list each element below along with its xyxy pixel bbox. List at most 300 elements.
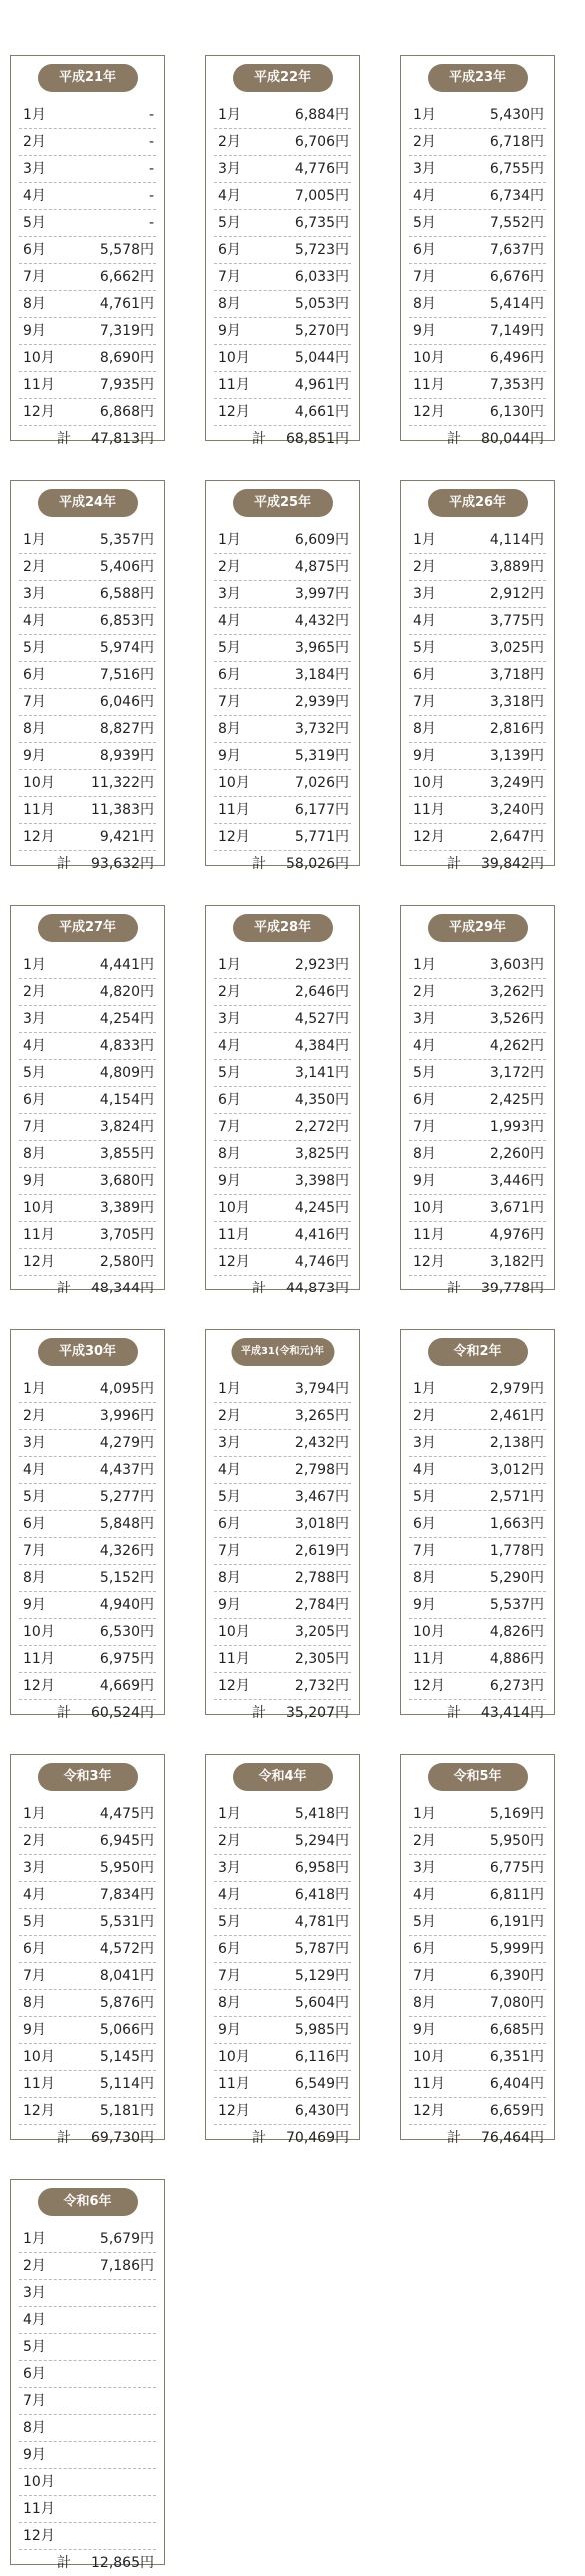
total-row	[214, 1276, 351, 1301]
month-label: 3月	[23, 1435, 46, 1451]
total-row	[409, 426, 546, 452]
month-row	[214, 1828, 351, 1855]
month-row	[214, 183, 351, 210]
month-amount: 4,940円	[99, 1597, 154, 1613]
month-label: 5月	[23, 640, 46, 656]
month-label: 12月	[23, 2528, 55, 2544]
month-label: 11月	[218, 1651, 250, 1667]
month-row	[19, 1963, 156, 1990]
month-row	[409, 2071, 546, 2098]
month-row	[19, 1249, 156, 1276]
month-amount: 7,353円	[489, 377, 544, 393]
month-label: 3月	[23, 1011, 46, 1027]
month-label: 4月	[23, 1038, 46, 1054]
month-row	[19, 1646, 156, 1673]
month-label: 3月	[23, 161, 46, 177]
month-amount: 1,778円	[489, 1543, 544, 1559]
month-rows	[214, 1801, 351, 2151]
month-amount: 8,827円	[99, 721, 154, 737]
month-row	[19, 797, 156, 824]
month-amount: 6,975円	[99, 1651, 154, 1667]
month-row	[409, 1249, 546, 1276]
month-label: 11月	[218, 377, 250, 393]
month-amount: 7,026円	[294, 775, 349, 791]
month-label: 10月	[413, 350, 445, 366]
month-amount: 6,351円	[489, 2049, 544, 2065]
month-label: 1月	[218, 532, 241, 548]
month-amount: 4,961円	[294, 377, 349, 393]
month-label: 8月	[413, 1146, 436, 1162]
month-row	[19, 824, 156, 851]
month-row	[214, 264, 351, 291]
month-label: 3月	[413, 161, 436, 177]
month-label: 9月	[218, 1173, 241, 1189]
month-label: 4月	[218, 188, 241, 204]
year-title-badge: 平成23年	[428, 64, 528, 92]
month-amount: 3,018円	[294, 1516, 349, 1532]
total-label: 計	[57, 1281, 71, 1296]
month-label: 3月	[23, 586, 46, 602]
month-label: 2月	[23, 2258, 46, 2274]
month-amount: 2,798円	[294, 1462, 349, 1478]
month-row	[214, 1673, 351, 1700]
month-label: 2月	[218, 559, 241, 575]
month-label: 9月	[23, 748, 46, 764]
year-title-badge: 令和4年	[233, 1763, 333, 1791]
month-row	[409, 770, 546, 797]
month-row	[409, 662, 546, 689]
year-card-header	[401, 56, 554, 94]
month-amount: 6,430円	[294, 2103, 349, 2119]
month-row	[19, 1457, 156, 1484]
month-row	[19, 372, 156, 399]
month-row	[19, 1828, 156, 1855]
month-amount: -	[148, 134, 154, 150]
month-amount: 6,130円	[489, 404, 544, 420]
month-row	[19, 743, 156, 770]
month-row	[19, 527, 156, 554]
total-label: 計	[447, 431, 461, 447]
year-card	[400, 1754, 555, 2146]
month-amount: 4,826円	[489, 1624, 544, 1640]
month-amount: 3,012円	[489, 1462, 544, 1478]
month-amount: 3,889円	[489, 559, 544, 575]
month-label: 9月	[413, 323, 436, 339]
month-row	[19, 399, 156, 426]
year-card	[400, 1329, 555, 1721]
month-amount: 3,172円	[489, 1065, 544, 1081]
month-row	[409, 1376, 546, 1403]
total-label: 計	[252, 856, 266, 872]
month-row	[409, 1909, 546, 1936]
year-title-badge: 平成31(令和元)年	[231, 1338, 334, 1366]
month-label: 11月	[413, 1227, 445, 1243]
month-amount: 6,177円	[294, 802, 349, 818]
month-amount: 4,572円	[99, 1941, 154, 1957]
year-card-header	[206, 56, 359, 94]
month-row	[214, 1087, 351, 1114]
month-amount: 2,305円	[294, 1651, 349, 1667]
month-row	[214, 156, 351, 183]
month-amount: -	[148, 107, 154, 123]
month-amount: 3,855円	[99, 1146, 154, 1162]
month-label: 2月	[23, 984, 46, 1000]
month-label: 9月	[413, 1597, 436, 1613]
month-label: 3月	[23, 2285, 46, 2301]
month-row	[214, 797, 351, 824]
year-title-badge: 令和6年	[38, 2188, 138, 2216]
month-row	[409, 1673, 546, 1700]
month-label: 9月	[23, 1597, 46, 1613]
month-row	[19, 291, 156, 318]
month-row	[19, 2071, 156, 2098]
month-row	[19, 2523, 156, 2550]
month-row	[214, 1006, 351, 1033]
month-amount: 5,169円	[489, 1806, 544, 1822]
month-row	[214, 345, 351, 372]
month-row	[409, 1511, 546, 1538]
month-row	[409, 1114, 546, 1141]
month-label: 11月	[218, 2076, 250, 2092]
month-label: 7月	[23, 694, 46, 710]
month-label: 10月	[23, 350, 55, 366]
total-row	[409, 851, 546, 877]
month-label: 10月	[218, 1624, 250, 1640]
month-label: 12月	[23, 2103, 55, 2119]
month-row	[409, 554, 546, 581]
month-row	[409, 1195, 546, 1222]
month-row	[19, 554, 156, 581]
month-rows	[409, 1376, 546, 1726]
month-row	[214, 1909, 351, 1936]
month-row	[409, 102, 546, 129]
month-row	[409, 1855, 546, 1882]
month-label: 7月	[218, 694, 241, 710]
month-label: 8月	[413, 296, 436, 312]
month-row	[409, 318, 546, 345]
month-row	[214, 1403, 351, 1430]
month-label: 9月	[23, 323, 46, 339]
month-row	[19, 2017, 156, 2044]
month-row	[214, 237, 351, 264]
month-label: 5月	[218, 215, 241, 231]
month-label: 6月	[23, 2366, 46, 2382]
month-amount: 5,876円	[99, 1995, 154, 2011]
month-label: 3月	[413, 1011, 436, 1027]
year-card	[10, 905, 165, 1296]
month-label: 6月	[413, 667, 436, 683]
month-amount: 4,661円	[294, 404, 349, 420]
month-row	[409, 2017, 546, 2044]
month-row	[214, 608, 351, 635]
year-card-header	[206, 906, 359, 944]
month-label: 5月	[413, 640, 436, 656]
month-row	[19, 1855, 156, 1882]
month-amount: 3,775円	[489, 613, 544, 629]
month-label: 4月	[413, 613, 436, 629]
month-amount: -	[148, 161, 154, 177]
month-rows	[214, 952, 351, 1301]
month-label: 11月	[218, 1227, 250, 1243]
month-amount: 5,787円	[294, 1941, 349, 1957]
month-label: 4月	[23, 613, 46, 629]
month-amount: 4,776円	[294, 161, 349, 177]
month-label: 4月	[23, 1887, 46, 1903]
month-row	[19, 2098, 156, 2125]
month-label: 9月	[218, 2022, 241, 2038]
month-label: 6月	[413, 1941, 436, 1957]
total-row	[19, 2550, 156, 2576]
total-label: 計	[57, 431, 71, 447]
month-amount: 4,437円	[99, 1462, 154, 1478]
month-amount: 4,114円	[489, 532, 544, 548]
month-label: 2月	[23, 1833, 46, 1849]
year-card	[400, 55, 555, 447]
total-row	[19, 1276, 156, 1301]
month-amount: 7,637円	[489, 242, 544, 258]
month-row	[214, 1936, 351, 1963]
month-label: 6月	[23, 1092, 46, 1108]
month-row	[214, 318, 351, 345]
month-label: 12月	[218, 1678, 250, 1694]
month-label: 5月	[23, 215, 46, 231]
month-amount: 4,262円	[489, 1038, 544, 1054]
month-row	[19, 979, 156, 1006]
month-amount: 3,205円	[294, 1624, 349, 1640]
month-row	[19, 1565, 156, 1592]
month-row	[214, 1168, 351, 1195]
month-amount: 6,958円	[294, 1860, 349, 1876]
total-label: 計	[252, 2130, 266, 2146]
year-card	[10, 480, 165, 872]
month-amount: 3,139円	[489, 748, 544, 764]
month-label: 1月	[23, 532, 46, 548]
month-label: 5月	[218, 1489, 241, 1505]
month-row	[214, 635, 351, 662]
month-label: 6月	[218, 1516, 241, 1532]
month-amount: 2,647円	[489, 829, 544, 845]
month-label: 10月	[413, 1200, 445, 1216]
month-row	[214, 1855, 351, 1882]
month-label: 8月	[23, 1146, 46, 1162]
month-label: 10月	[218, 350, 250, 366]
total-row	[19, 1700, 156, 1726]
year-title-badge: 平成26年	[428, 489, 528, 517]
month-amount: 3,389円	[99, 1200, 154, 1216]
month-amount: 5,114円	[99, 2076, 154, 2092]
month-amount: 3,249円	[489, 775, 544, 791]
year-card	[10, 1754, 165, 2146]
month-row	[214, 210, 351, 237]
total-amount: 76,464円	[481, 2130, 544, 2146]
month-label: 8月	[218, 296, 241, 312]
month-label: 7月	[413, 694, 436, 710]
year-card-header	[206, 1330, 359, 1368]
month-label: 6月	[23, 242, 46, 258]
month-label: 11月	[218, 802, 250, 818]
month-amount: 6,775円	[489, 1860, 544, 1876]
month-rows	[409, 102, 546, 452]
month-label: 4月	[218, 1887, 241, 1903]
month-amount: 5,679円	[99, 2231, 154, 2247]
month-amount: 6,530円	[99, 1624, 154, 1640]
month-label: 7月	[413, 269, 436, 285]
month-label: 5月	[218, 640, 241, 656]
month-row	[19, 2496, 156, 2523]
month-row	[19, 1222, 156, 1249]
month-row	[409, 264, 546, 291]
month-row	[214, 399, 351, 426]
month-label: 7月	[413, 1119, 436, 1135]
month-label: 3月	[218, 1860, 241, 1876]
month-rows	[19, 102, 156, 452]
month-amount: 4,833円	[99, 1038, 154, 1054]
month-label: 1月	[413, 107, 436, 123]
month-label: 12月	[218, 1254, 250, 1270]
month-row	[409, 399, 546, 426]
month-label: 7月	[23, 269, 46, 285]
month-amount: 6,273円	[489, 1678, 544, 1694]
total-amount: 47,813円	[91, 431, 154, 447]
month-rows	[214, 527, 351, 877]
month-amount: 5,357円	[99, 532, 154, 548]
year-title-badge: 平成21年	[38, 64, 138, 92]
month-amount: 7,516円	[99, 667, 154, 683]
month-row	[214, 1990, 351, 2017]
month-row	[409, 1168, 546, 1195]
month-label: 2月	[413, 1833, 436, 1849]
month-amount: 11,322円	[91, 775, 154, 791]
month-amount: 4,154円	[99, 1092, 154, 1108]
month-row	[19, 770, 156, 797]
month-amount: 4,886円	[489, 1651, 544, 1667]
month-label: 6月	[218, 242, 241, 258]
month-label: 10月	[413, 1624, 445, 1640]
month-amount: 6,549円	[294, 2076, 349, 2092]
month-row	[409, 237, 546, 264]
year-card	[205, 55, 360, 447]
month-label: 9月	[23, 1173, 46, 1189]
month-label: 2月	[218, 984, 241, 1000]
month-row	[19, 2361, 156, 2388]
month-amount: 4,820円	[99, 984, 154, 1000]
month-row	[409, 156, 546, 183]
month-row	[409, 1801, 546, 1828]
total-amount: 48,344円	[91, 1281, 154, 1296]
month-label: 7月	[218, 1968, 241, 1984]
month-amount: 11,383円	[91, 802, 154, 818]
month-row	[409, 797, 546, 824]
month-label: 2月	[218, 1833, 241, 1849]
month-label: 8月	[413, 721, 436, 737]
month-label: 9月	[218, 748, 241, 764]
month-label: 2月	[413, 1408, 436, 1424]
month-row	[409, 1646, 546, 1673]
month-amount: 3,705円	[99, 1227, 154, 1243]
month-label: 5月	[413, 215, 436, 231]
month-label: 11月	[23, 1651, 55, 1667]
month-label: 9月	[23, 2022, 46, 2038]
month-label: 12月	[218, 2103, 250, 2119]
month-amount: 4,475円	[99, 1806, 154, 1822]
month-row	[19, 2415, 156, 2442]
month-label: 4月	[218, 1462, 241, 1478]
month-amount: 4,095円	[99, 1381, 154, 1397]
month-amount: 4,245円	[294, 1200, 349, 1216]
month-amount: 3,182円	[489, 1254, 544, 1270]
month-amount: 5,145円	[99, 2049, 154, 2065]
month-row	[214, 770, 351, 797]
year-card-header	[401, 906, 554, 944]
month-label: 4月	[218, 1038, 241, 1054]
month-amount: 3,184円	[294, 667, 349, 683]
month-label: 12月	[23, 1678, 55, 1694]
total-amount: 35,207円	[286, 1705, 349, 1721]
month-label: 1月	[23, 107, 46, 123]
month-label: 1月	[23, 1806, 46, 1822]
month-row	[19, 2307, 156, 2334]
month-amount: 4,761円	[99, 296, 154, 312]
month-row	[409, 1990, 546, 2017]
month-rows	[19, 527, 156, 877]
month-label: 6月	[413, 1092, 436, 1108]
month-label: 9月	[413, 748, 436, 764]
month-amount: 6,662円	[99, 269, 154, 285]
month-row	[19, 129, 156, 156]
month-label: 12月	[23, 1254, 55, 1270]
month-row	[409, 1403, 546, 1430]
month-label: 1月	[218, 1806, 241, 1822]
month-row	[409, 291, 546, 318]
total-row	[409, 2125, 546, 2151]
month-label: 3月	[218, 1435, 241, 1451]
month-row	[214, 979, 351, 1006]
month-amount: 5,044円	[294, 350, 349, 366]
month-label: 4月	[23, 1462, 46, 1478]
month-amount: 4,350円	[294, 1092, 349, 1108]
month-row	[19, 1141, 156, 1168]
month-row	[409, 1087, 546, 1114]
month-amount: 3,824円	[99, 1119, 154, 1135]
month-row	[214, 1249, 351, 1276]
month-row	[214, 1646, 351, 1673]
month-amount: 6,811円	[489, 1887, 544, 1903]
month-row	[409, 2044, 546, 2071]
month-amount: 4,875円	[294, 559, 349, 575]
month-row	[409, 2098, 546, 2125]
month-label: 8月	[218, 1146, 241, 1162]
month-amount: 8,690円	[99, 350, 154, 366]
year-title-badge: 令和2年	[428, 1338, 528, 1366]
month-row	[19, 689, 156, 716]
month-amount: 3,240円	[489, 802, 544, 818]
month-label: 7月	[23, 2393, 46, 2409]
total-label: 計	[57, 2555, 71, 2571]
month-label: 6月	[218, 1092, 241, 1108]
month-label: 12月	[413, 1678, 445, 1694]
year-card-header	[401, 481, 554, 519]
month-row	[19, 581, 156, 608]
month-label: 5月	[23, 1489, 46, 1505]
month-label: 3月	[413, 1435, 436, 1451]
month-row	[214, 1963, 351, 1990]
month-row	[214, 1511, 351, 1538]
month-row	[19, 1087, 156, 1114]
month-amount: 5,129円	[294, 1968, 349, 1984]
month-row	[19, 237, 156, 264]
month-row	[19, 1538, 156, 1565]
month-row	[409, 210, 546, 237]
